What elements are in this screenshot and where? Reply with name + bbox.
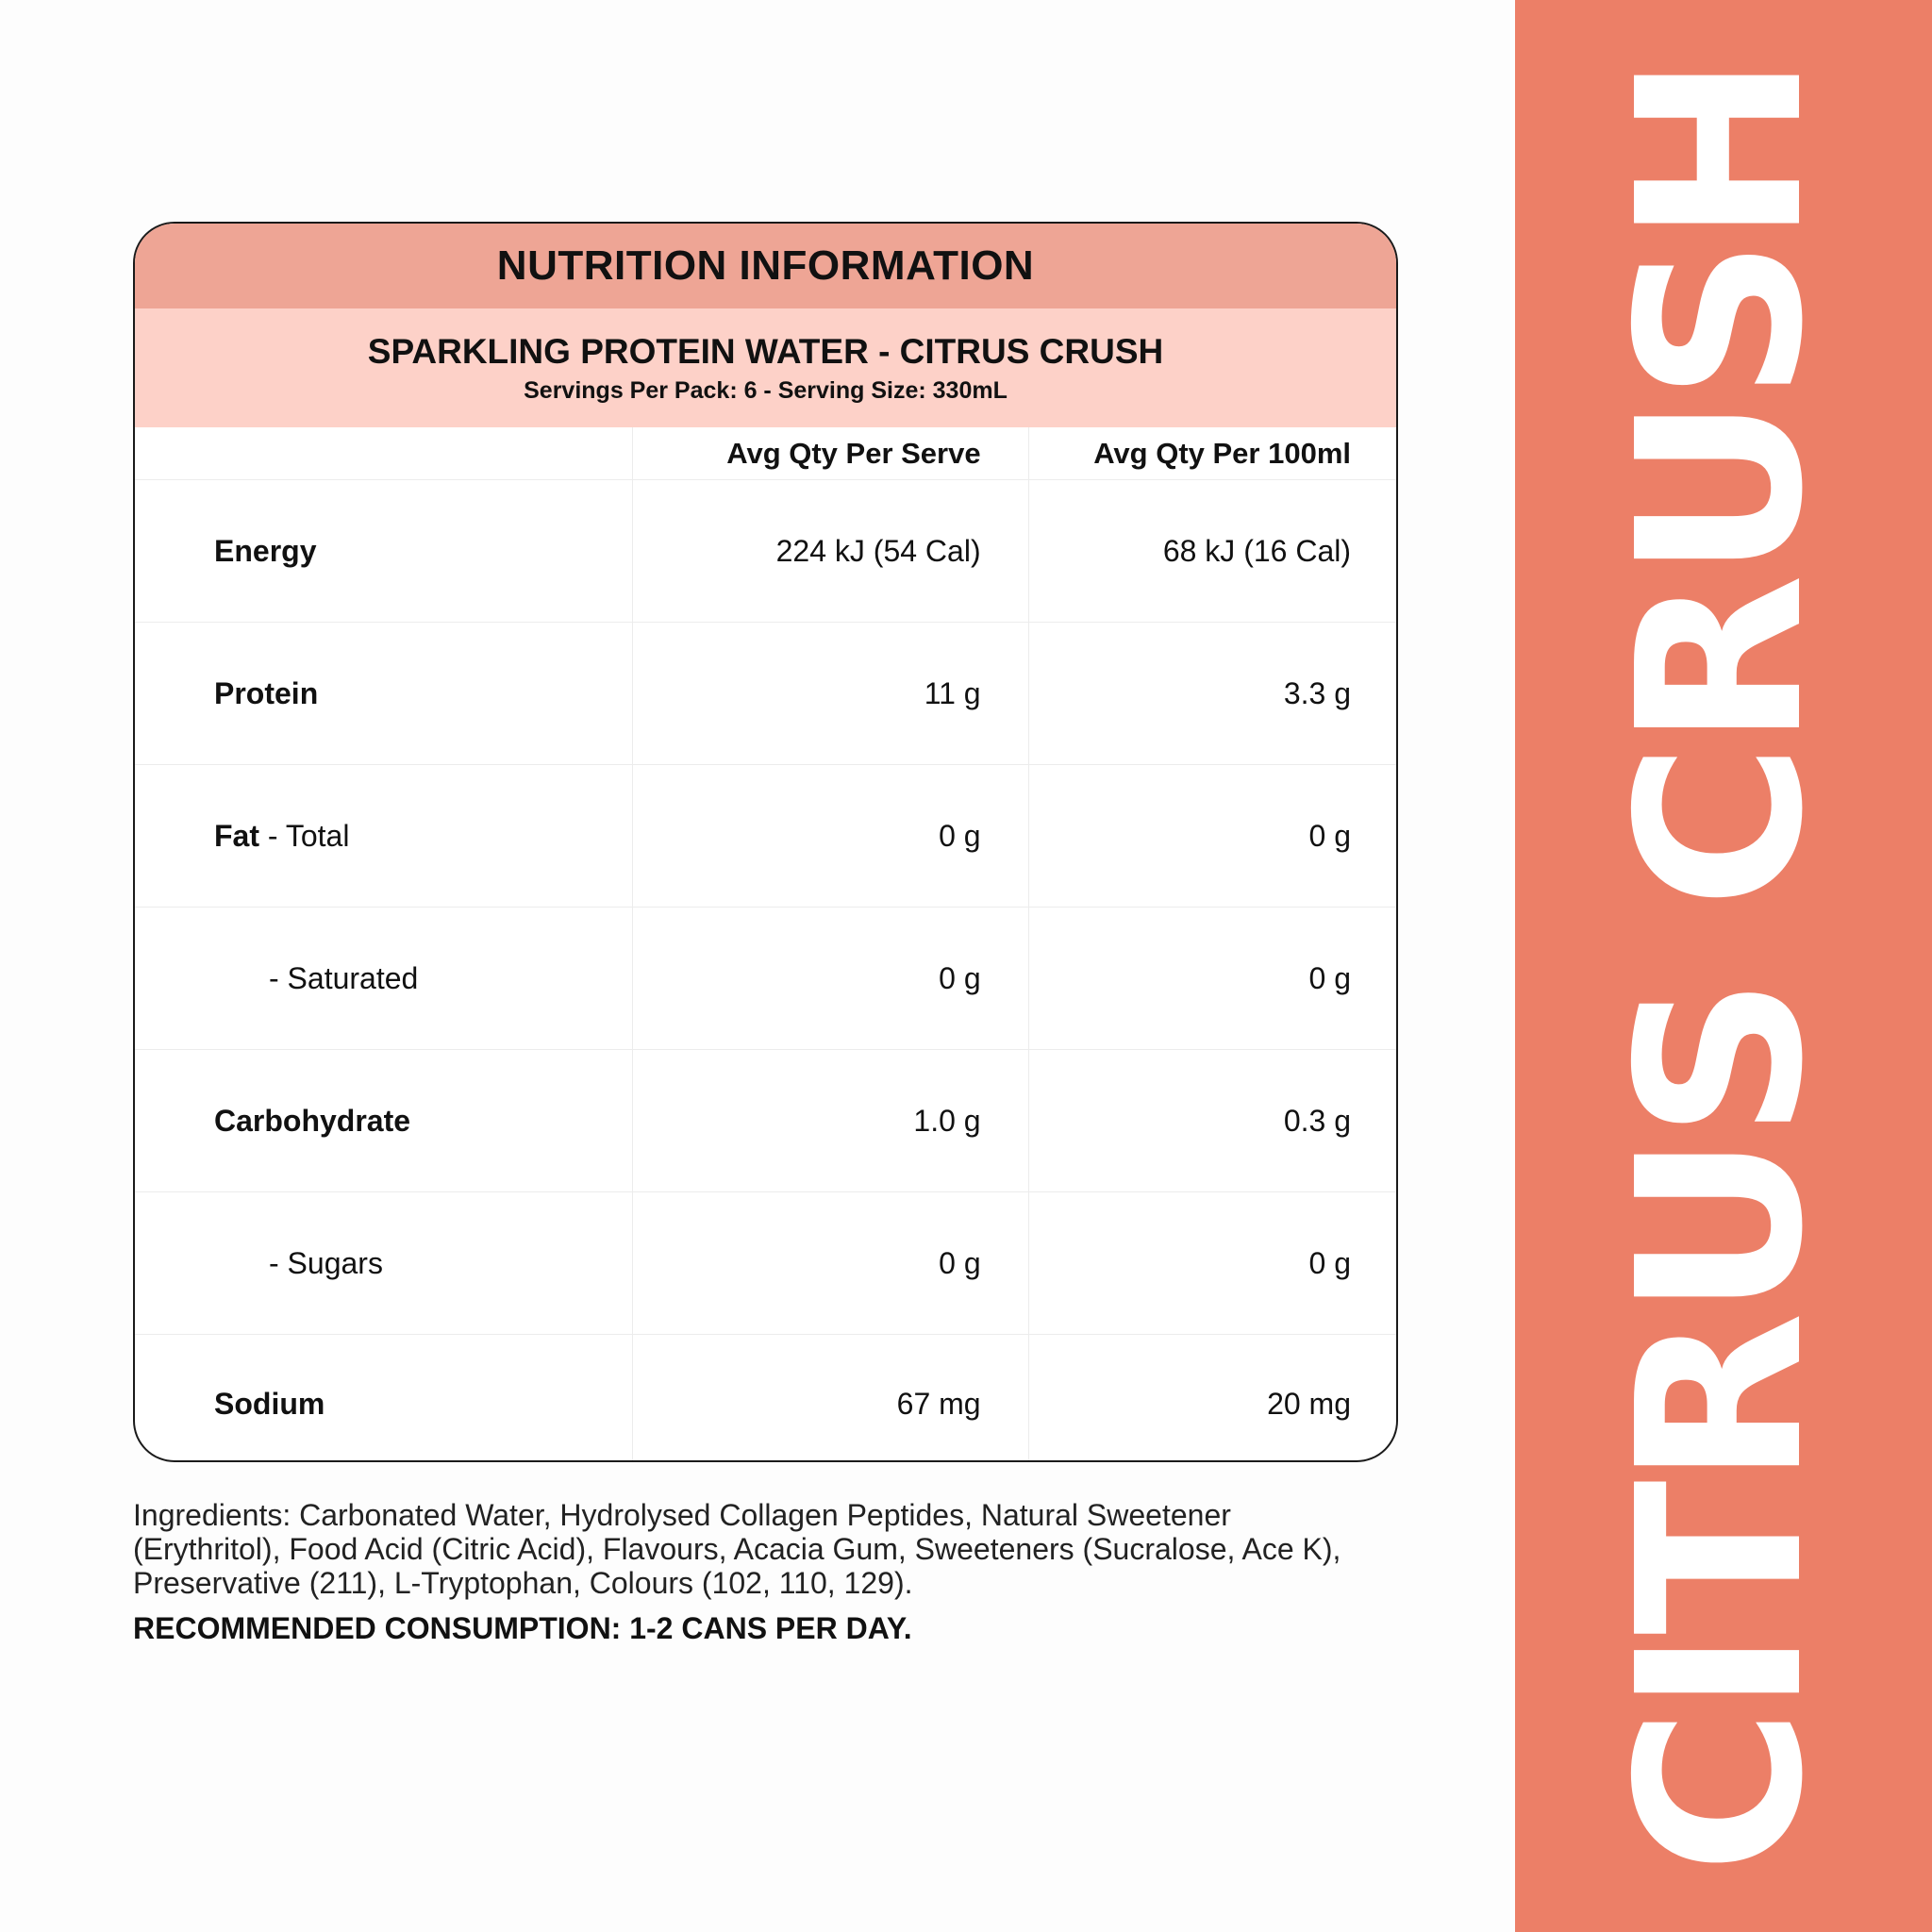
per-100ml-value: 0.3 g (1028, 1050, 1396, 1191)
per-serve-value: 67 mg (632, 1335, 1027, 1462)
per-serve-value: 0 g (632, 1192, 1027, 1334)
table-header-row (135, 427, 1396, 480)
column-header-per-serve: Avg Qty Per Serve (632, 427, 1027, 479)
per-serve-value: 11 g (632, 623, 1027, 764)
table-row-sugars (135, 1192, 1396, 1335)
table-row-energy (135, 480, 1396, 623)
panel-title: NUTRITION INFORMATION (135, 224, 1396, 308)
table-row-saturated (135, 908, 1396, 1050)
ingredients-text: Ingredients: Carbonated Water, Hydrolysed Collagen Peptides, Natural Sweetener (Erythritol), Food Acid (Citric Acid), Flavours, Acacia Gum, Sweeteners (Sucralose, Ace K), Preservative (211), L-Tryptophan, Colours (102, 110, 129). (133, 1498, 1341, 1600)
per-serve-value: 0 g (632, 765, 1027, 907)
nutrient-label: Carbohydrate (214, 1103, 411, 1138)
recommended-consumption: RECOMMENDED CONSUMPTION: 1-2 CANS PER DAY. (133, 1611, 912, 1645)
per-100ml-value: 0 g (1028, 908, 1396, 1049)
nutrient-qualifier: - Total (259, 818, 350, 853)
nutrient-label: Fat (214, 818, 259, 853)
nutrition-panel (133, 222, 1398, 1462)
nutrient-label-group (135, 765, 632, 907)
per-100ml-value: 0 g (1028, 765, 1396, 907)
table-row-carbohydrate (135, 1050, 1396, 1192)
table-row-fat-total (135, 765, 1396, 908)
per-100ml-value: 0 g (1028, 1192, 1396, 1334)
table-row-protein (135, 623, 1396, 765)
per-serve-value: 0 g (632, 908, 1027, 1049)
product-name: SPARKLING PROTEIN WATER - CITRUS CRUSH (367, 331, 1164, 371)
column-header-nutrient (135, 427, 632, 479)
per-100ml-value: 20 mg (1028, 1335, 1396, 1462)
side-flavour-label: CITRUS CRUSH (1589, 59, 1853, 1874)
product-subheader (135, 308, 1396, 427)
nutrient-label: Sodium (214, 1386, 325, 1421)
serving-info: Servings Per Pack: 6 - Serving Size: 330mL (524, 376, 1008, 404)
per-serve-value: 1.0 g (632, 1050, 1027, 1191)
per-100ml-value: 68 kJ (16 Cal) (1028, 480, 1396, 622)
table-row-sodium (135, 1335, 1396, 1462)
nutrient-label: - Sugars (269, 1245, 383, 1280)
nutrient-label: Protein (214, 675, 319, 710)
per-serve-value: 224 kJ (54 Cal) (632, 480, 1027, 622)
nutrient-label: Energy (214, 533, 317, 568)
column-header-per-100ml: Avg Qty Per 100ml (1028, 427, 1396, 479)
per-100ml-value: 3.3 g (1028, 623, 1396, 764)
nutrient-label: - Saturated (269, 960, 419, 995)
